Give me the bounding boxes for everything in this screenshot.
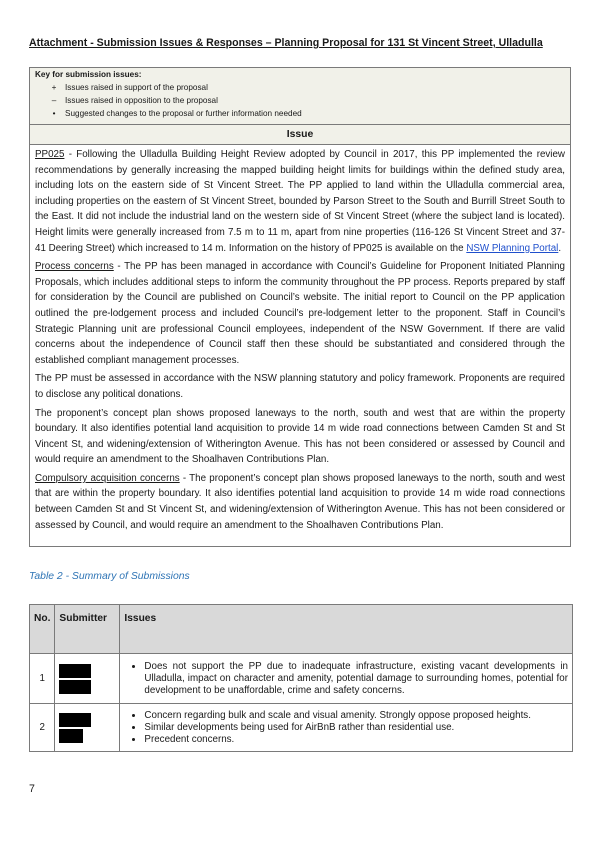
term-process-concerns: Process concerns [35,261,114,273]
table-caption: Table 2 - Summary of Submissions [29,571,190,582]
issues-list [124,706,568,750]
list-item: • Similar developments being used for AirBnB rather than residential use. [144,722,568,734]
issue-body [30,145,570,533]
row-number: 2 [30,704,55,752]
list-item: • Concern regarding bulk and scale and visual amenity. Strongly oppose proposed heights. [144,710,568,722]
nsw-planning-portal-link[interactable]: NSW Planning Portal [466,242,559,254]
key-item-label: Issues raised in support of the proposal [65,83,208,92]
submitter-cell [55,654,120,704]
row-number: 1 [30,654,55,704]
issues-list [124,657,568,701]
list-item: • Does not support the PP due to inadequate infrastructure, existing vacant developments in Ulladulla, impact on character and amenity, potential damage to surrounding homes, potential for development to be unaffordable, crime and safety concerns. [144,661,568,698]
paragraph-compulsory-acquisition: Compulsory acquisition concerns - The proponent’s concept plan shows proposed laneways to the north, south and west that are within the property boundary. It also identifies potential land acquisition to provide 14 m wide road connections between Camden St and St Vincent St, and widening/extension of Witherington Avenue. This has not been considered or assessed by Council, and would require an amendment to the Shoalhaven Contributions Plan. [35,472,565,531]
minus-icon: – [51,96,57,105]
table-header-row [30,605,573,654]
key-item-label: Issues raised in opposition to the proposal [65,96,218,105]
table-row [30,704,573,752]
redaction-block [59,664,91,678]
key-item-label: Suggested changes to the proposal or further information needed [65,109,302,118]
redaction-block [59,729,83,743]
page-number: 7 [29,783,35,795]
plus-icon: + [51,83,57,92]
paragraph-concept-plan: The proponent’s concept plan shows proposed laneways to the north, south and west that are within the property boundary. It also identifies potential land acquisition to provide 14 m wide road connections between Camden St and St Vincent St, and widening/extension of Witherington Avenue. This has not been considered or assessed by Council and would require an amendment to the Shoalhaven Contributions Plan. [35,407,565,466]
paragraph-pp025: PP025 - Following the Ulladulla Building Height Review adopted by Council in 2017, this PP implemented the review recommendations by generally increasing the mapped building height limits for buildings within the defined study area, including lots on the eastern side of St Vincent Street. The PP applied to land within the Ulladulla commercial area, including properties on the eastern of St Vincent Street, bounded by Parson Street to the South and Burrill Street South to the East. It did not include the industrial land on the western side of St Vincent Street (where the subject land is located). Height limits were generally increased from 7.5 m to 11 m, apart from nine properties (116-126 St Vincent Street and 37-41 Deering Street) which increased to 14 m. Information on the history of PP025 is available on the NSW Planning Portal. [35,149,565,254]
submissions-table [29,604,573,752]
issues-cell [120,704,573,752]
submitter-cell [55,704,120,752]
term-compulsory-acquisition: Compulsory acquisition concerns [35,472,180,484]
key-item-suggestion [35,107,565,120]
issues-cell [120,654,573,704]
redaction-block [59,680,91,694]
page-title: Attachment - Submission Issues & Responses – Planning Proposal for 131 St Vincent Street, Ulladulla [29,37,543,49]
table-row [30,654,573,704]
redaction-block [59,713,91,727]
submission-issues-box [29,67,571,547]
paragraph-statutory-framework: The PP must be assessed in accordance with the NSW planning statutory and policy framework. Proponents are required to disclose any political donations. [35,373,565,400]
key-item-opposition [35,94,565,107]
paragraph-process-concerns: Process concerns - The PP has been managed in accordance with Council’s Guideline for Proponent Initiated Planning Proposals, which includes additional steps to inform the community throughout the PP process. Reports prepared by staff for consideration by the Council are published on Council’s website. The initial report to Council on the PP application outlined the pre-lodgement process and included Council’s pre-lodgement letter to the proponent. Staff in Council’s Strategic Planning unit are professional Council employees, independent of the NSW Government. If there are valid concerns about the independence of Council staff then these should be substantiated and considered through the established compliant management processes. [35,261,565,366]
bullet-icon: • [52,109,56,118]
term-pp025: PP025 [35,149,65,160]
key-heading: Key for submission issues: [35,70,142,79]
header-no: No. [30,605,55,654]
header-issues: Issues [120,605,573,654]
issue-column-header: Issue [30,125,570,145]
header-submitter: Submitter [55,605,120,654]
list-item: • Precedent concerns. [144,734,568,746]
key-item-support [35,81,565,94]
issue-key [30,68,570,125]
